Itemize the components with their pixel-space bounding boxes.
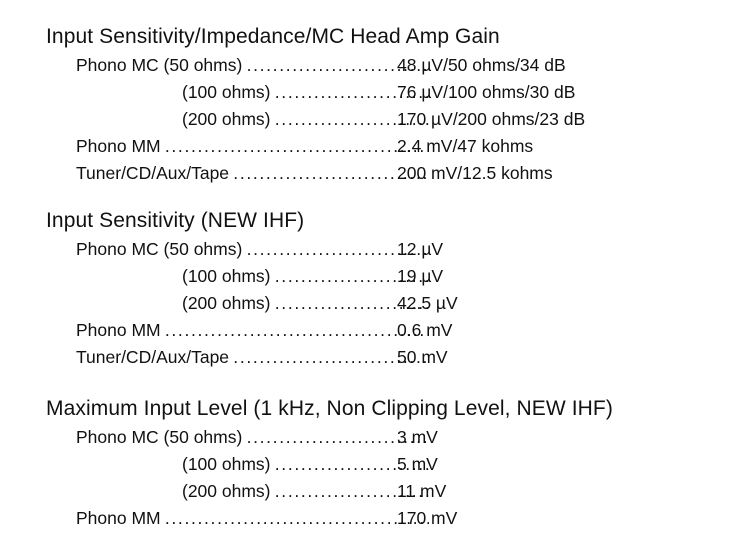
spec-row — [46, 424, 726, 451]
spec-value: 170 mV — [397, 508, 458, 528]
spec-label: Phono MM — [76, 508, 161, 528]
section-heading: Maximum Input Level (1 kHz, Non Clipping Level, NEW IHF) — [46, 397, 613, 420]
section-heading: Input Sensitivity (NEW IHF) — [46, 209, 305, 232]
spec-label: (200 ohms) — [182, 109, 271, 129]
spec-row — [46, 133, 726, 160]
spec-label: Tuner/CD/Aux/Tape — [76, 163, 230, 183]
spec-value: 170 µV/200 ohms/23 dB — [397, 109, 586, 129]
spec-row — [46, 263, 726, 290]
spec-label: Phono MM — [76, 136, 161, 156]
spec-label: Phono MC (50 ohms) — [76, 427, 243, 447]
spec-value: 0.6 mV — [397, 320, 453, 340]
spec-value: 200 mV/12.5 kohms — [397, 163, 553, 183]
spec-value: 2.4 mV/47 kohms — [397, 136, 534, 156]
maximum-input-level-section — [46, 394, 726, 532]
input-sensitivity-new-ihf-section — [46, 206, 726, 371]
section-heading: Input Sensitivity/Impedance/MC Head Amp Gain — [46, 25, 500, 48]
spec-value: 48 µV/50 ohms/34 dB — [397, 55, 566, 75]
spec-row — [46, 451, 726, 478]
spec-value: 11 mV — [397, 481, 447, 501]
spec-row — [46, 52, 726, 79]
spec-row — [46, 236, 726, 263]
spec-row — [46, 79, 726, 106]
spec-row — [46, 160, 726, 187]
spec-row — [46, 478, 726, 505]
spec-row — [46, 106, 726, 133]
spec-label: Phono MM — [76, 320, 161, 340]
spec-label: (200 ohms) — [182, 293, 271, 313]
spec-label: (100 ohms) — [182, 82, 271, 102]
spec-label: (100 ohms) — [182, 454, 271, 474]
input-sensitivity-impedance-section — [46, 22, 726, 187]
spec-value: 12 µV — [397, 239, 444, 259]
spec-label: Phono MC (50 ohms) — [76, 55, 243, 75]
spec-label: (100 ohms) — [182, 266, 271, 286]
spec-label: Phono MC (50 ohms) — [76, 239, 243, 259]
spec-value: 50 mV — [397, 347, 448, 367]
spec-value: 19 µV — [397, 266, 444, 286]
spec-row — [46, 317, 726, 344]
spec-value: 76 µV/100 ohms/30 dB — [397, 82, 576, 102]
spec-row — [46, 290, 726, 317]
spec-value: 42.5 µV — [397, 293, 458, 313]
spec-row — [46, 344, 726, 371]
spec-value: 5 mV — [397, 454, 438, 474]
spec-label: (200 ohms) — [182, 481, 271, 501]
spec-value: 3 mV — [397, 427, 438, 447]
spec-row — [46, 505, 726, 532]
spec-label: Tuner/CD/Aux/Tape — [76, 347, 230, 367]
